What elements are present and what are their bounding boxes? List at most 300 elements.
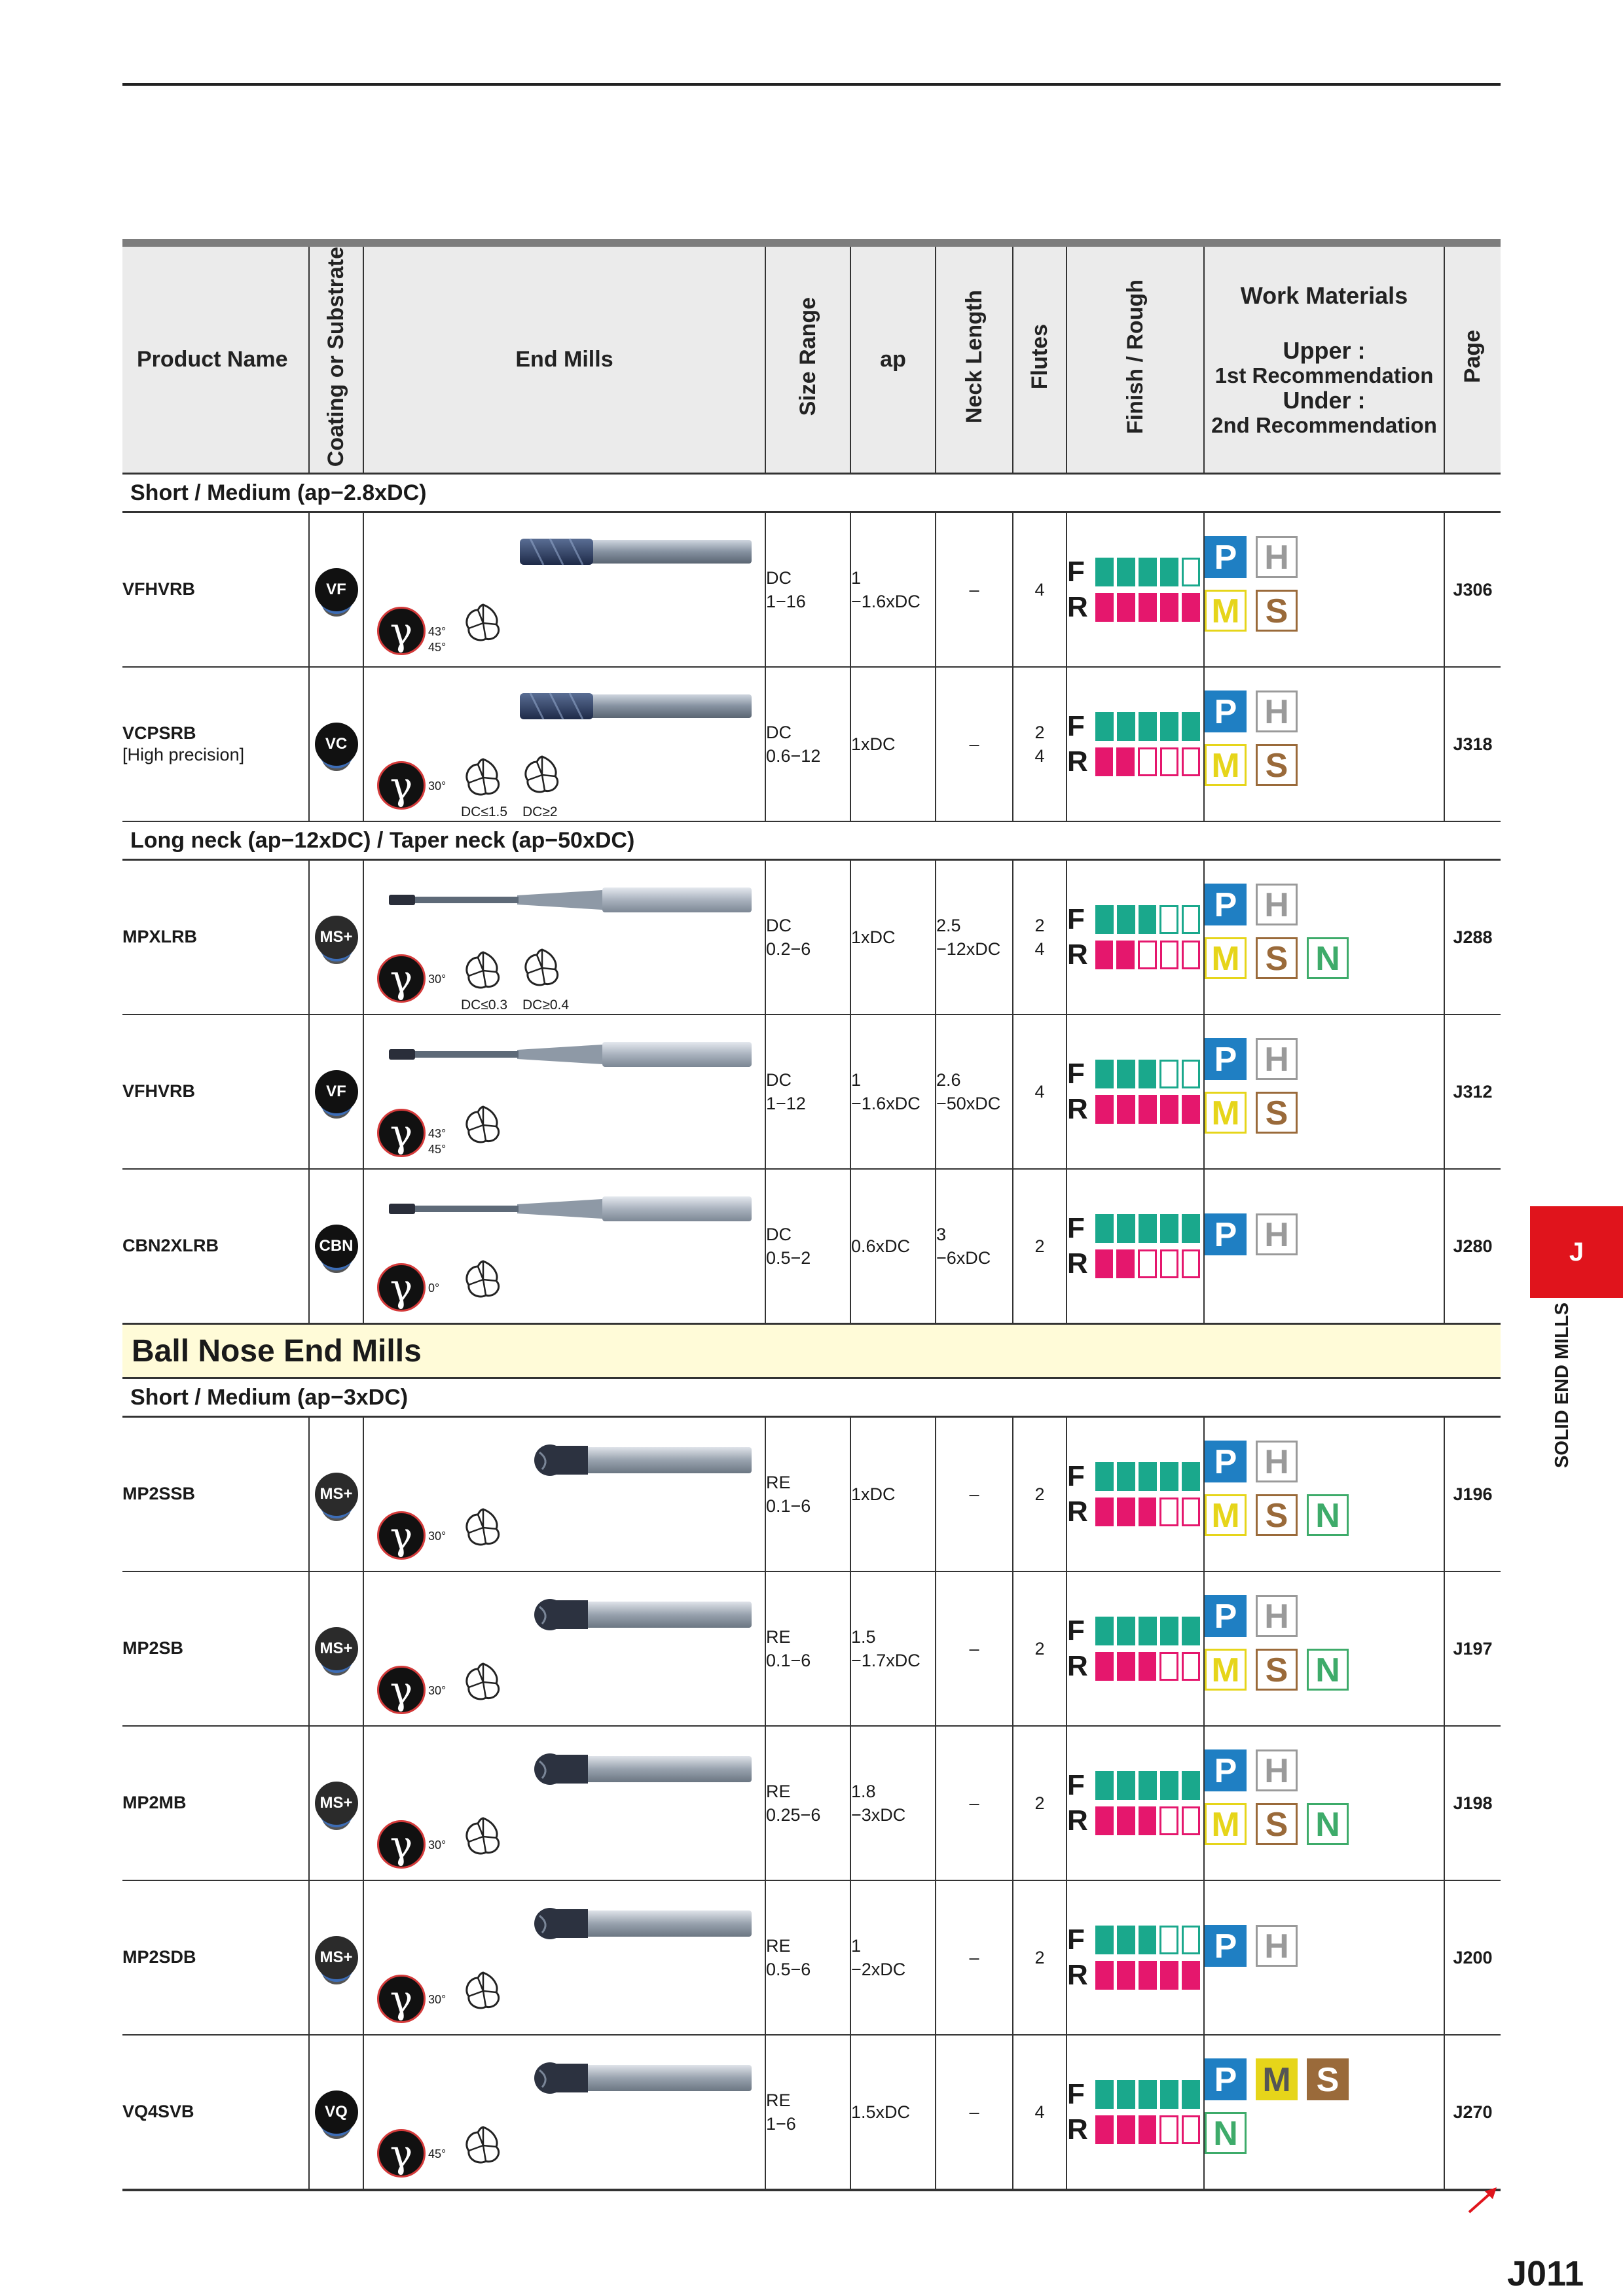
rough-rating: R (1067, 1649, 1203, 1684)
ap-cell: 1 −1.6xDC (850, 512, 936, 668)
material-n-badge: N (1307, 1649, 1349, 1691)
product-name[interactable]: VFHVRB (122, 1081, 196, 1101)
level-square (1159, 1060, 1178, 1088)
product-name-cell (122, 1880, 309, 2035)
work-materials-cell (1204, 1169, 1444, 1324)
flutes-cell: 2 (1013, 1880, 1067, 2035)
flutes-cell: 4 (1013, 1014, 1067, 1169)
level-square (1182, 2080, 1200, 2109)
profile-label: DC≥0.4 (522, 997, 570, 1013)
level-square (1095, 1060, 1114, 1088)
level-square (1095, 1617, 1114, 1645)
cross-section-icon (462, 602, 504, 649)
section-heading: Short / Medium (ap−3xDC) (122, 1378, 1501, 1417)
helix-angle: 30° (428, 1993, 447, 2007)
level-square (1139, 593, 1157, 622)
helix-angle: 30° (428, 1839, 447, 1852)
size-range-cell: RE 0.5−6 (765, 1880, 850, 2035)
section-tab[interactable]: J (1530, 1206, 1623, 1298)
category-heading-row (122, 1324, 1501, 1378)
level-square (1095, 2115, 1114, 2144)
end-mill-image-cell (363, 860, 765, 1015)
gamma-icon: γ (377, 1263, 426, 1312)
flutes-cell: 2 (1013, 1169, 1067, 1324)
end-mill-image-cell (363, 2035, 765, 2190)
level-square (1116, 1249, 1135, 1278)
product-row (122, 512, 1501, 668)
coating-badge-icon: VC (315, 723, 358, 766)
page-reference-cell (1444, 2035, 1501, 2190)
level-square (1182, 1961, 1200, 1990)
level-square (1095, 905, 1114, 934)
product-row (122, 1417, 1501, 1572)
material-m-badge: M (1205, 1649, 1247, 1691)
end-mill-table (122, 239, 1501, 2191)
level-square (1095, 1961, 1114, 1990)
rough-rating: R (1067, 744, 1203, 780)
finish-rough-cell (1067, 1880, 1204, 2035)
level-square (1095, 593, 1114, 622)
finish-rough-cell (1067, 1571, 1204, 1726)
page-reference-cell (1444, 1417, 1501, 1572)
level-square (1182, 712, 1200, 741)
page-reference-link[interactable]: J270 (1453, 2102, 1493, 2122)
level-square (1095, 1771, 1114, 1800)
neck-length-cell: 2.6 −50xDC (936, 1014, 1013, 1169)
finish-rough-cell (1067, 1169, 1204, 1324)
material-s-badge: S (1256, 937, 1298, 979)
work-materials-cell (1204, 667, 1444, 821)
rough-rating: R (1067, 1958, 1203, 1993)
level-square (1138, 747, 1156, 776)
material-n-badge: N (1307, 1803, 1349, 1845)
page-reference-link[interactable]: J288 (1453, 927, 1493, 947)
coating-cell (309, 1417, 363, 1572)
level-square (1182, 1652, 1200, 1681)
helix-angle: 45° (428, 2147, 447, 2161)
size-range-cell: DC 0.5−2 (765, 1169, 850, 1324)
level-square (1160, 1771, 1178, 1800)
level-square (1139, 2080, 1157, 2109)
product-row (122, 2035, 1501, 2190)
lower-materials (1205, 1494, 1444, 1536)
level-square (1116, 747, 1135, 776)
flutes-cell: 4 (1013, 512, 1067, 668)
material-s-badge: S (1256, 1803, 1298, 1845)
level-square (1159, 905, 1178, 934)
neck-length-cell: – (936, 1880, 1013, 2035)
material-m-badge: M (1205, 1803, 1247, 1845)
flutes-cell: 2 (1013, 1726, 1067, 1880)
end-mill-image-cell (363, 1880, 765, 2035)
header-product-name: Product Name (122, 243, 309, 474)
size-range-cell: DC 1−16 (765, 512, 850, 668)
page-reference-link[interactable]: J200 (1453, 1947, 1493, 1967)
helix-angle: 30° (428, 1530, 447, 1543)
end-mill-image-cell (363, 667, 765, 821)
work-materials-cell (1204, 2035, 1444, 2190)
section-heading-row (122, 821, 1501, 860)
ap-cell: 1.5 −1.7xDC (850, 1571, 936, 1726)
neck-length-cell: – (936, 1571, 1013, 1726)
level-square (1160, 2080, 1178, 2109)
material-s-badge: S (1256, 1494, 1298, 1536)
material-p-badge: P (1205, 691, 1247, 732)
material-h-badge: H (1256, 1038, 1298, 1080)
product-name-cell (122, 860, 309, 1015)
rough-rating: R (1067, 1803, 1203, 1839)
neck-length-cell: – (936, 667, 1013, 821)
level-square (1159, 2115, 1178, 2144)
level-square (1116, 941, 1135, 969)
ap-cell: 1xDC (850, 860, 936, 1015)
work-materials-cell (1204, 1417, 1444, 1572)
product-row (122, 860, 1501, 1015)
upper-materials (1205, 1038, 1444, 1080)
level-square (1138, 941, 1156, 969)
flutes-cell: 2 (1013, 1417, 1067, 1572)
page-reference-cell (1444, 1571, 1501, 1726)
level-square (1182, 2115, 1200, 2144)
section-heading: Short / Medium (ap−2.8xDC) (122, 474, 1501, 512)
level-square (1117, 1060, 1135, 1088)
section-label: SOLID END MILLS (1552, 1302, 1573, 1468)
coating-cell (309, 2035, 363, 2190)
end-mill-tool-image (530, 1596, 753, 1638)
end-mill-tool-image (530, 1751, 753, 1792)
neck-length-cell: – (936, 2035, 1013, 2190)
product-name[interactable]: VQ4SVB (122, 2101, 194, 2121)
level-square (1160, 593, 1178, 622)
cross-section-icon (462, 1970, 504, 2017)
coating-cell (309, 512, 363, 668)
coating-cell (309, 1880, 363, 2035)
level-square (1095, 747, 1114, 776)
upper-materials (1205, 1595, 1444, 1637)
gamma-icon: γ (377, 1666, 426, 1714)
material-h-badge: H (1256, 691, 1298, 732)
product-name-cell (122, 667, 309, 821)
product-row (122, 667, 1501, 821)
page-reference-link[interactable]: J196 (1453, 1484, 1493, 1504)
ap-cell: 1xDC (850, 1417, 936, 1572)
material-h-badge: H (1256, 1595, 1298, 1637)
gamma-icon: γ (377, 761, 426, 810)
gamma-icon: γ (377, 1109, 426, 1157)
level-square (1159, 1652, 1178, 1681)
page-reference-link[interactable]: J306 (1453, 579, 1493, 600)
material-h-badge: H (1256, 1925, 1298, 1967)
product-name-cell (122, 1726, 309, 1880)
level-square (1117, 1095, 1135, 1124)
rough-rating: R (1067, 2112, 1203, 2147)
finish-rating: F (1067, 1211, 1203, 1246)
material-p-badge: P (1205, 1038, 1247, 1080)
page-reference-cell (1444, 1169, 1501, 1324)
finish-rating: F (1067, 1768, 1203, 1803)
upper-materials (1205, 1441, 1444, 1482)
upper-materials (1205, 1925, 1444, 1967)
page-reference-cell (1444, 1726, 1501, 1880)
level-square (1182, 1060, 1200, 1088)
level-square (1182, 747, 1200, 776)
upper-materials (1205, 2058, 1444, 2100)
end-mill-image-cell (363, 1726, 765, 1880)
level-square (1139, 1652, 1157, 1681)
top-rule (122, 83, 1501, 86)
level-square (1095, 1214, 1114, 1243)
level-square (1138, 1249, 1156, 1278)
level-square (1182, 1771, 1200, 1800)
level-square (1095, 558, 1114, 586)
finish-rating: F (1067, 1459, 1203, 1494)
gamma-icon: γ (377, 954, 426, 1003)
level-square (1095, 2080, 1114, 2109)
material-m-badge: M (1205, 590, 1247, 632)
level-square (1139, 1060, 1157, 1088)
level-square (1095, 1462, 1114, 1491)
page-reference-link[interactable]: J318 (1453, 734, 1493, 754)
product-row (122, 1726, 1501, 1880)
cross-section-icon (521, 754, 563, 800)
lower-materials (1205, 590, 1444, 632)
level-square (1182, 1926, 1200, 1954)
level-square (1182, 1498, 1200, 1526)
work-materials-cell (1204, 860, 1444, 1015)
helix-angle: 43° (428, 625, 447, 639)
upper-materials (1205, 1749, 1444, 1791)
level-square (1139, 1806, 1157, 1835)
product-name-cell (122, 2035, 309, 2190)
product-row (122, 1014, 1501, 1169)
level-square (1160, 1617, 1178, 1645)
level-square (1182, 558, 1200, 586)
page-reference-link[interactable]: J280 (1453, 1236, 1493, 1256)
under-label: Under : (1283, 386, 1366, 414)
coating-badge-icon: CBN (315, 1225, 358, 1268)
finish-rating: F (1067, 2077, 1203, 2112)
coating-badge-icon: MS+ (315, 1936, 358, 1979)
level-square (1139, 1961, 1157, 1990)
gamma-icon: γ (377, 1511, 426, 1560)
level-square (1139, 1617, 1157, 1645)
level-square (1139, 1095, 1157, 1124)
level-square (1117, 1462, 1135, 1491)
end-mill-image-cell (363, 1571, 765, 1726)
material-p-badge: P (1205, 536, 1247, 578)
ap-cell: 1.8 −3xDC (850, 1726, 936, 1880)
level-square (1160, 558, 1178, 586)
header-finish-rough: Finish / Rough (1067, 243, 1204, 474)
level-square (1139, 1498, 1157, 1526)
level-square (1160, 1249, 1178, 1278)
finish-rating: F (1067, 554, 1203, 590)
cross-section-icon (521, 947, 563, 994)
level-square (1160, 1095, 1178, 1124)
level-square (1095, 941, 1114, 969)
level-square (1139, 1771, 1157, 1800)
upper-materials (1205, 884, 1444, 925)
upper-materials (1205, 1213, 1444, 1255)
level-square (1182, 1249, 1200, 1278)
level-square (1182, 1806, 1200, 1835)
material-s-badge: S (1256, 744, 1298, 786)
material-p-badge: P (1205, 884, 1247, 925)
product-name-cell (122, 1417, 309, 1572)
material-m-badge: M (1205, 1092, 1247, 1134)
work-materials-title: Work Materials (1240, 281, 1408, 309)
gamma-icon: γ (377, 607, 426, 655)
work-materials-cell (1204, 512, 1444, 668)
profile-label: DC≥2 (522, 804, 558, 820)
product-name[interactable]: MPXLRB (122, 926, 197, 946)
material-p-badge: P (1205, 1925, 1247, 1967)
header-ap: ap (850, 243, 936, 474)
level-square (1095, 1652, 1114, 1681)
neck-length-cell: 3 −6xDC (936, 1169, 1013, 1324)
level-square (1159, 1498, 1178, 1526)
end-mill-image-cell (363, 512, 765, 668)
page-reference-cell (1444, 1014, 1501, 1169)
upper-materials (1205, 691, 1444, 732)
gamma-icon: γ (377, 1975, 426, 2023)
product-name[interactable]: VCPSRB (122, 723, 196, 744)
level-square (1117, 712, 1135, 741)
material-n-badge: N (1307, 937, 1349, 979)
product-name[interactable]: VFHVRB (122, 579, 196, 599)
level-square (1160, 747, 1178, 776)
material-s-badge: S (1256, 590, 1298, 632)
profile-label: DC≤0.3 (461, 997, 508, 1013)
coating-cell (309, 1726, 363, 1880)
material-h-badge: H (1256, 1441, 1298, 1482)
product-row (122, 1169, 1501, 1324)
finish-rough-cell (1067, 1726, 1204, 1880)
rough-rating: R (1067, 1494, 1203, 1530)
neck-length-cell: – (936, 1417, 1013, 1572)
page-reference-link[interactable]: J312 (1453, 1081, 1493, 1102)
material-s-badge: S (1307, 2058, 1349, 2100)
page-reference-cell (1444, 667, 1501, 821)
lower-materials (1205, 2112, 1444, 2154)
rough-rating: R (1067, 937, 1203, 973)
level-square (1117, 1961, 1135, 1990)
cross-section-icon (462, 2125, 504, 2171)
end-mill-tool-image (517, 688, 753, 729)
page-reference-link[interactable]: J197 (1453, 1638, 1493, 1659)
level-square (1159, 1926, 1178, 1954)
level-square (1095, 1095, 1114, 1124)
page-reference-cell (1444, 512, 1501, 668)
profile-label: DC≤1.5 (461, 804, 508, 820)
end-mill-image-cell (363, 1417, 765, 1572)
level-square (1139, 712, 1157, 741)
category-heading: Ball Nose End Mills (122, 1324, 1501, 1378)
section-heading-row (122, 474, 1501, 512)
material-p-badge: P (1205, 1213, 1247, 1255)
ap-cell: 1.5xDC (850, 2035, 936, 2190)
coating-badge-icon: VF (315, 568, 358, 611)
ap-cell: 0.6xDC (850, 1169, 936, 1324)
level-square (1117, 593, 1135, 622)
end-mill-image-cell (363, 1014, 765, 1169)
cross-section-icon (462, 1259, 504, 1305)
product-name-cell (122, 1014, 309, 1169)
material-m-badge: M (1205, 937, 1247, 979)
header-flutes: Flutes (1013, 243, 1067, 474)
end-mill-tool-image (517, 533, 753, 575)
lower-materials (1205, 1092, 1444, 1134)
product-name[interactable]: CBN2XLRB (122, 1235, 219, 1255)
level-square (1095, 1498, 1114, 1526)
lower-materials (1205, 937, 1444, 979)
cross-section-icon (462, 1104, 504, 1151)
size-range-cell: DC 0.2−6 (765, 860, 850, 1015)
product-name[interactable]: MP2MB (122, 1792, 187, 1812)
neck-length-cell: – (936, 1726, 1013, 1880)
finish-rating: F (1067, 902, 1203, 937)
level-square (1117, 2115, 1135, 2144)
product-name[interactable]: MP2SSB (122, 1483, 196, 1503)
gamma-icon: γ (377, 1820, 426, 1869)
end-mill-tool-image (530, 1442, 753, 1483)
material-p-badge: P (1205, 2058, 1247, 2100)
product-name[interactable]: MP2SB (122, 1638, 184, 1658)
page-number: J011 (1507, 2254, 1584, 2293)
flutes-cell: 2 4 (1013, 667, 1067, 821)
finish-rating: F (1067, 1613, 1203, 1649)
section-heading: Long neck (ap−12xDC) / Taper neck (ap−50xDC) (122, 821, 1501, 860)
size-range-cell: RE 0.1−6 (765, 1571, 850, 1726)
level-square (1160, 1214, 1178, 1243)
neck-length-cell: – (936, 512, 1013, 668)
coating-cell (309, 1571, 363, 1726)
level-square (1139, 1926, 1157, 1954)
header-page: Page (1444, 243, 1501, 474)
cross-section-icon (462, 1816, 504, 1862)
ap-cell: 1 −1.6xDC (850, 1014, 936, 1169)
header-neck-length: Neck Length (936, 243, 1013, 474)
level-square (1117, 558, 1135, 586)
page-reference-link[interactable]: J198 (1453, 1793, 1493, 1813)
material-p-badge: P (1205, 1441, 1247, 1482)
product-row (122, 1880, 1501, 2035)
product-name[interactable]: MP2SDB (122, 1946, 196, 1967)
helix-angle-2: 45° (428, 641, 447, 655)
level-square (1160, 712, 1178, 741)
page-reference-cell (1444, 860, 1501, 1015)
under-text: 2nd Recommendation (1211, 412, 1437, 437)
header-work-materials (1204, 243, 1444, 474)
cross-section-icon (462, 1507, 504, 1553)
level-square (1095, 1926, 1114, 1954)
material-m-badge: M (1205, 744, 1247, 786)
level-square (1139, 1462, 1157, 1491)
coating-badge-icon: MS+ (315, 1782, 358, 1825)
product-row (122, 1571, 1501, 1726)
level-square (1095, 1249, 1114, 1278)
level-square (1117, 1617, 1135, 1645)
work-materials-cell (1204, 1571, 1444, 1726)
table-header (122, 243, 1501, 474)
material-h-badge: H (1256, 884, 1298, 925)
table-body (122, 474, 1501, 2191)
finish-rough-cell (1067, 667, 1204, 821)
product-note: [High precision] (122, 745, 245, 765)
coating-badge-icon: VQ (315, 2090, 358, 2134)
helix-angle: 43° (428, 1127, 447, 1141)
size-range-cell: RE 0.1−6 (765, 1417, 850, 1572)
